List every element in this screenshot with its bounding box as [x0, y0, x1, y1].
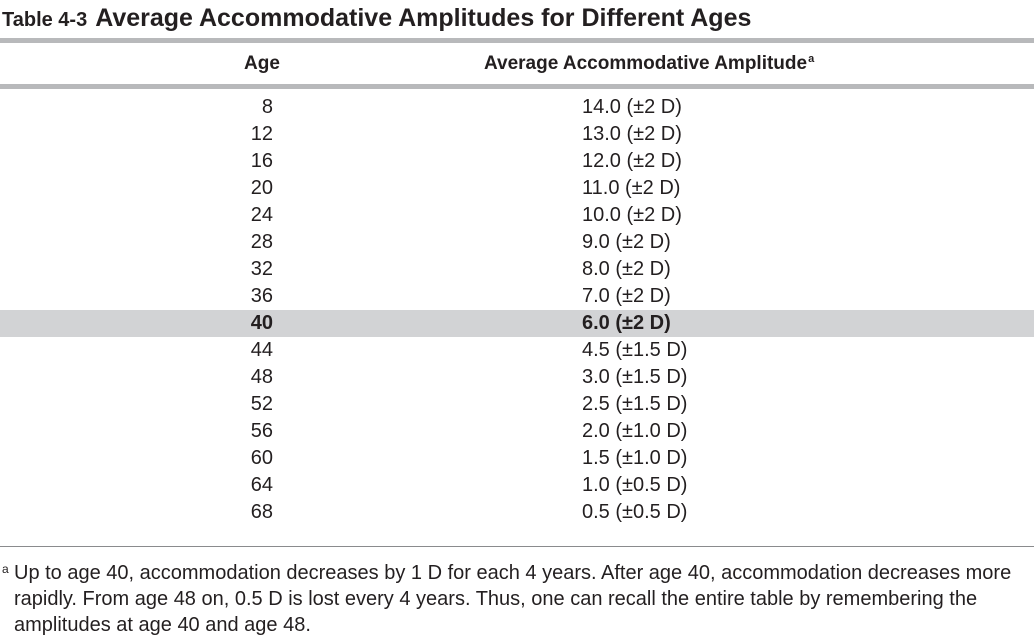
- amplitude-cell: 12.0 (±2 D): [582, 150, 682, 172]
- age-cell: 28: [250, 231, 273, 253]
- age-cell: 68: [250, 501, 273, 523]
- age-cell: 52: [250, 393, 273, 415]
- amplitude-cell: 4.5 (±1.5 D): [582, 339, 688, 361]
- age-cell: 32: [250, 258, 273, 280]
- amplitude-cell: 13.0 (±2 D): [582, 123, 682, 145]
- age-cell: 36: [250, 285, 273, 307]
- age-cell: 40: [250, 312, 273, 334]
- amplitude-cell: 2.0 (±1.0 D): [582, 420, 688, 442]
- table-row: [0, 472, 1034, 499]
- table-title: Average Accommodative Amplitudes for Different Ages: [95, 4, 752, 32]
- table-row: [0, 229, 1034, 256]
- footnote-text: Up to age 40, accommodation decreases by 1 D for each 4 years. After age 40, accommodation decreases more rapidly. From age 48 on, 0.5 D is lost every 4 years. Thus, one can recall the entire table by remembering the amplitudes at age 40 and age 48.: [14, 562, 1012, 636]
- age-cell: 16: [250, 150, 273, 172]
- table-row: [0, 148, 1034, 175]
- age-cell: 24: [250, 204, 273, 226]
- table-row: [0, 283, 1034, 310]
- table-row: [0, 445, 1034, 472]
- table-row: [0, 121, 1034, 148]
- footnote-marker: a: [2, 562, 9, 576]
- bottom-rule: [0, 546, 1034, 547]
- age-cell: 8: [261, 96, 273, 118]
- age-cell: 44: [250, 339, 273, 361]
- footnote-reference: a: [808, 53, 815, 65]
- amplitude-cell: 1.5 (±1.0 D): [582, 447, 688, 469]
- amplitude-cell: 3.0 (±1.5 D): [582, 366, 688, 388]
- amplitude-cell: 1.0 (±0.5 D): [582, 474, 688, 496]
- table-row: [0, 391, 1034, 418]
- table-row-highlighted: [0, 310, 1034, 337]
- amplitude-cell: 14.0 (±2 D): [582, 96, 682, 118]
- amplitude-cell: 2.5 (±1.5 D): [582, 393, 688, 415]
- table-footnote: [2, 560, 1032, 638]
- table-row: [0, 202, 1034, 229]
- table-row: [0, 175, 1034, 202]
- table-row: [0, 256, 1034, 283]
- age-cell: 20: [250, 177, 273, 199]
- age-cell: 48: [250, 366, 273, 388]
- amplitude-cell: 11.0 (±2 D): [582, 177, 681, 199]
- header-rule: [0, 84, 1034, 89]
- age-cell: 12: [250, 123, 273, 145]
- amplitude-column-header: [484, 53, 814, 75]
- amplitude-cell: 9.0 (±2 D): [582, 231, 671, 253]
- table-row: [0, 337, 1034, 364]
- table-number: Table 4-3: [2, 9, 88, 31]
- table-title-row: [2, 4, 751, 36]
- age-cell: 64: [250, 474, 273, 496]
- table-row: [0, 499, 1034, 526]
- amplitude-cell: 7.0 (±2 D): [582, 285, 671, 307]
- amplitude-cell: 10.0 (±2 D): [582, 204, 682, 226]
- age-column-header: Age: [244, 53, 280, 74]
- table-row: [0, 364, 1034, 391]
- amplitude-column-label: Average Accommodative Amplitude: [484, 53, 808, 74]
- amplitude-cell: 0.5 (±0.5 D): [582, 501, 688, 523]
- table-body: [0, 94, 1034, 526]
- title-rule: [0, 38, 1034, 43]
- age-cell: 60: [250, 447, 273, 469]
- amplitude-cell: 6.0 (±2 D): [582, 312, 671, 334]
- age-cell: 56: [250, 420, 273, 442]
- table-row: [0, 94, 1034, 121]
- amplitude-cell: 8.0 (±2 D): [582, 258, 671, 280]
- table-row: [0, 418, 1034, 445]
